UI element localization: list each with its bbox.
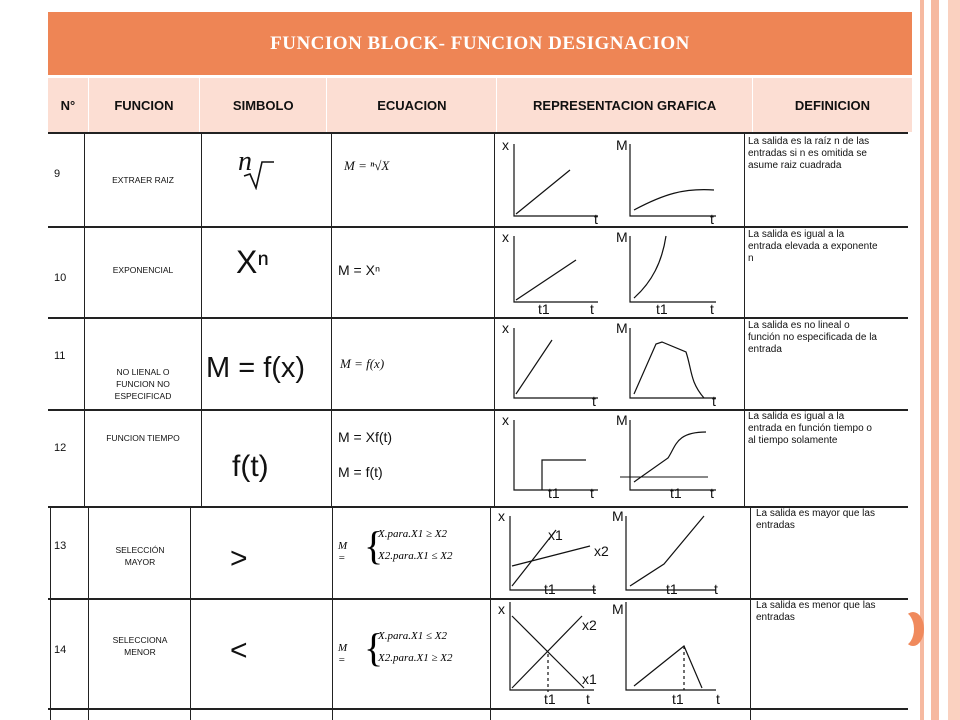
- col-divider: [190, 506, 191, 720]
- axes: [514, 420, 598, 490]
- row-number: 10: [54, 272, 67, 284]
- axis-label: x: [498, 601, 505, 617]
- row-divider: [48, 708, 908, 710]
- decor-rail: [948, 0, 960, 720]
- row-number: 13: [54, 540, 67, 552]
- definition-line: entrada elevada a exponente: [748, 241, 878, 252]
- root-symbol: [238, 146, 288, 195]
- definition: [756, 508, 875, 532]
- definition-line: La salida es no lineal o: [748, 320, 850, 331]
- decor-rail: [931, 0, 939, 720]
- col-divider: [88, 506, 89, 720]
- axis-label: t1: [548, 485, 560, 501]
- col-divider: [50, 506, 51, 720]
- col-header-simbolo: SIMBOLO: [200, 78, 327, 132]
- symbol: Xⁿ: [236, 244, 270, 280]
- symbol: >: [230, 542, 248, 575]
- brace: {: [364, 625, 384, 670]
- function-name-line: MENOR: [124, 647, 156, 657]
- axes: [626, 602, 716, 690]
- function-name: EXPONENCIAL: [112, 265, 174, 275]
- definition-line: La salida es mayor que las: [756, 508, 875, 519]
- equation: M = Xf(t): [338, 429, 393, 445]
- function-name-line: SELECCIONA: [112, 635, 168, 645]
- axis-label: t1: [544, 691, 556, 707]
- col-divider: [201, 132, 202, 506]
- definition-line: La salida es igual a la: [748, 411, 845, 422]
- definition-line: entradas si n es omitida se: [748, 148, 867, 159]
- equation: M = f(x): [340, 356, 385, 371]
- axis-label: M: [612, 601, 624, 617]
- function-name: EXTRAER RAIZ: [112, 175, 174, 185]
- table-block-lower: [48, 506, 908, 720]
- axes: [630, 328, 716, 398]
- axis-label: t: [710, 301, 714, 317]
- axis-label: t1: [544, 581, 556, 597]
- curve-linear: [516, 260, 576, 300]
- equation-case: X.para.X1 ≤ X2: [378, 630, 447, 642]
- axis-label: M: [616, 412, 628, 428]
- axis-label: x: [502, 137, 509, 153]
- definition-line: entrada en función tiempo o: [748, 423, 872, 434]
- row-number: 12: [54, 442, 67, 454]
- definition: [748, 411, 872, 447]
- axis-label: t: [716, 691, 720, 707]
- definition-line: entrada: [748, 344, 782, 355]
- curve-exponential: [634, 236, 666, 298]
- function-name-line: ESPECIFICAD: [114, 391, 172, 401]
- definition-line: al tiempo solamente: [748, 435, 838, 446]
- equation: M = Xⁿ: [338, 262, 381, 278]
- definition-line: asume raiz cuadrada: [748, 160, 842, 171]
- function-name-line: FUNCION NO: [116, 379, 170, 389]
- axes: [630, 420, 716, 490]
- axis-label: t1: [666, 581, 678, 597]
- definition-line: entradas: [756, 612, 795, 623]
- definition: [756, 600, 876, 624]
- decor-rail: [920, 0, 924, 720]
- axis-label: t: [592, 581, 596, 597]
- function-name-line: SELECCIÓN: [115, 545, 165, 555]
- axis-label: t: [590, 301, 594, 317]
- axis-label: t: [586, 691, 590, 707]
- symbol: M = f(x): [206, 352, 306, 384]
- equation-lhs: M =: [338, 540, 348, 564]
- row-number: 11: [54, 350, 66, 362]
- definition-line: La salida es menor que las: [756, 600, 876, 611]
- col-divider: [750, 506, 751, 720]
- definition: [748, 229, 878, 265]
- axis-label: M: [612, 508, 624, 524]
- axis-label: t: [714, 581, 718, 597]
- axes: [514, 328, 598, 398]
- row-divider: [48, 226, 908, 228]
- definition-line: La salida es igual a la: [748, 229, 845, 240]
- symbol-n: n: [238, 146, 252, 177]
- curve-min: [634, 646, 702, 688]
- symbol: f(t): [232, 450, 269, 483]
- definition-line: n: [748, 253, 754, 264]
- series-label: x2: [594, 543, 609, 559]
- curve-time: [634, 432, 706, 482]
- curve-linear: [516, 170, 570, 214]
- axis-label: t1: [672, 691, 684, 707]
- function-name: [88, 366, 198, 402]
- col-divider: [332, 506, 333, 720]
- row-divider: [48, 132, 908, 134]
- axis-label: t: [710, 211, 714, 227]
- function-name: [92, 544, 188, 568]
- equation: M = f(t): [338, 464, 383, 480]
- col-divider: [744, 132, 745, 506]
- definition: [748, 136, 869, 172]
- function-name-line: NO LIENAL O: [116, 367, 170, 377]
- axis-label: x: [502, 229, 509, 245]
- symbol: <: [230, 634, 248, 667]
- function-name: [92, 634, 188, 658]
- axis-label: t: [592, 393, 596, 409]
- function-name: FUNCION TIEMPO: [106, 433, 180, 443]
- axis-label: t: [710, 485, 714, 501]
- curve-nonlinear: [634, 342, 704, 398]
- table-block-upper: [48, 132, 908, 506]
- equation-case: X.para.X1 ≥ X2: [378, 528, 447, 540]
- axes: [514, 236, 598, 302]
- definition-line: entradas: [756, 520, 795, 531]
- axis-label: M: [616, 320, 628, 336]
- row-number: 9: [54, 168, 61, 180]
- axis-label: t: [590, 485, 594, 501]
- axis-label: t1: [656, 301, 668, 317]
- equation-lhs: M =: [338, 642, 348, 666]
- curve-root: [634, 190, 714, 210]
- row-number: 14: [54, 644, 67, 656]
- slide-title: FUNCION BLOCK- FUNCION DESIGNACION: [48, 12, 912, 75]
- axis-label: x: [498, 508, 505, 524]
- equation: M = ⁿ√X: [344, 158, 390, 173]
- col-header-funcion: FUNCION: [89, 78, 200, 132]
- table-header-row: [48, 78, 912, 132]
- function-name-line: MAYOR: [124, 557, 156, 567]
- equation-case: X2.para.X1 ≥ X2: [378, 652, 453, 664]
- axis-label: M: [616, 137, 628, 153]
- series-x2: [512, 546, 590, 566]
- series-label: x1: [582, 671, 597, 687]
- row-divider: [48, 317, 908, 319]
- axis-label: t: [594, 211, 598, 227]
- col-header-definicion: DEFINICION: [794, 97, 871, 113]
- col-header-grafica: REPRESENTACION GRAFICA: [497, 78, 753, 132]
- curve-max: [630, 516, 704, 586]
- axes: [626, 516, 716, 590]
- brace: {: [364, 523, 384, 568]
- series-label: x2: [582, 617, 597, 633]
- axes: [630, 236, 716, 302]
- equation-case: X2.para.X1 ≤ X2: [378, 550, 453, 562]
- axis-label: M: [616, 229, 628, 245]
- axis-label: t: [712, 393, 716, 409]
- axis-label: x: [502, 320, 509, 336]
- graphs-lower: [490, 506, 750, 720]
- curve-linear: [516, 340, 552, 394]
- definition: [748, 320, 877, 356]
- axis-label: t1: [670, 485, 682, 501]
- col-header-n: N°: [48, 78, 89, 132]
- axis-label: x: [502, 412, 509, 428]
- definition-line: La salida es la raíz n de las: [748, 136, 870, 147]
- axis-label: t1: [538, 301, 550, 317]
- graphs-upper: [494, 132, 744, 506]
- series-label: x1: [548, 527, 563, 543]
- definition-line: función no especificada de la: [748, 332, 877, 343]
- col-divider: [331, 132, 332, 506]
- col-divider: [84, 132, 85, 506]
- col-header-ecuacion: ECUACION: [327, 78, 497, 132]
